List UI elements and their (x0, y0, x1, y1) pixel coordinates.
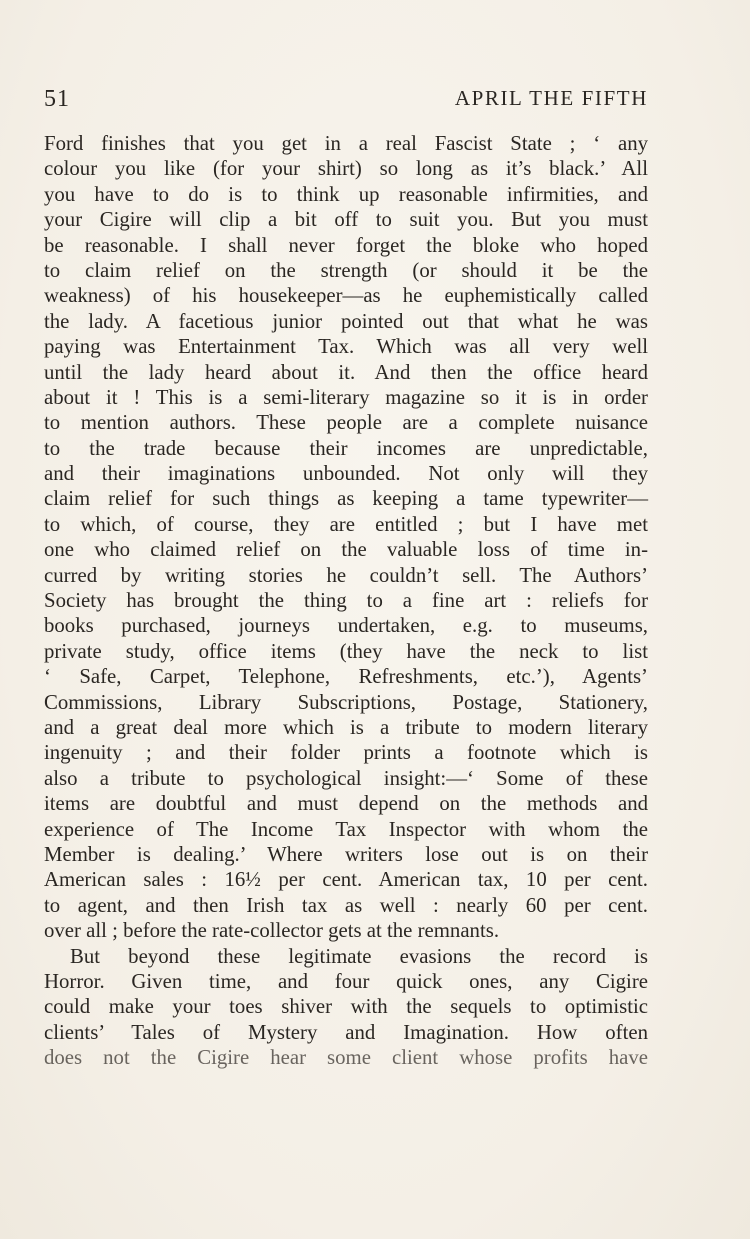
text-line: over all ; before the rate-collector gets at the remnants. (44, 919, 500, 943)
text-line: Horror. Given time, and four quick ones, any Cigire (44, 969, 648, 993)
text-line: also a tribute to psychological insight:—‘ Some of these (44, 766, 648, 790)
text-line: books purchased, journeys undertaken, e.g. to museums, (44, 614, 648, 638)
text-line: experience of The Income Tax Inspector with whom the (44, 817, 648, 841)
text-line: American sales : 16½ per cent. American tax, 10 per cent. (44, 868, 648, 892)
text-line: one who claimed relief on the valuable loss of time in- (44, 538, 648, 562)
text-line: private study, office items (they have the neck to list (44, 639, 648, 663)
text-line: items are doubtful and must depend on the methods and (44, 792, 648, 816)
text-line: to claim relief on the strength (or should it be the (44, 258, 648, 282)
text-line: ingenuity ; and their folder prints a footnote which is (44, 741, 648, 765)
body-text (44, 131, 648, 1070)
running-title: APRIL THE FIFTH (454, 86, 648, 110)
running-head (44, 86, 648, 118)
text-line: and a great deal more which is a tribute to modern literary (44, 715, 648, 739)
text-line: curred by writing stories he couldn’t sell. The Authors’ (44, 563, 648, 587)
text-line: and their imaginations unbounded. Not only will they (44, 462, 648, 486)
text-line: your Cigire will clip a bit off to suit you. But you must (44, 208, 648, 232)
text-line: to which, of course, they are entitled ; but I have met (44, 512, 648, 536)
text-line: Commissions, Library Subscriptions, Postage, Stationery, (44, 690, 648, 714)
text-line: paying was Entertainment Tax. Which was all very well (44, 335, 648, 359)
text-line: about it ! This is a semi-literary magazine so it is in order (44, 385, 648, 409)
text-line: Society has brought the thing to a fine art : reliefs for (44, 589, 648, 613)
text-line: Ford finishes that you get in a real Fascist State ; ‘ any (44, 132, 648, 155)
text-line: But beyond these legitimate evasions the record is (70, 944, 648, 968)
text-line: weakness) of his housekeeper—as he euphemistically called (44, 284, 648, 308)
text-line: could make your toes shiver with the sequels to optimistic (44, 995, 648, 1019)
text-line: ‘ Safe, Carpet, Telephone, Refreshments, etc.’), Agents’ (44, 665, 648, 689)
text-line: to agent, and then Irish tax as well : nearly 60 per cent. (44, 893, 648, 917)
text-line: does not the Cigire hear some client whose profits have (44, 1046, 648, 1070)
text-line: clients’ Tales of Mystery and Imagination. How often (44, 1020, 648, 1044)
text-line: until the lady heard about it. And then the office heard (44, 360, 648, 384)
text-line: Member is dealing.’ Where writers lose out is on their (44, 842, 648, 866)
text-line: colour you like (for your shirt) so long as it’s black.’ All (44, 157, 648, 181)
text-line: you have to do is to think up reasonable infirmities, and (44, 182, 648, 206)
text-line: to the trade because their incomes are unpredictable, (44, 436, 648, 460)
page-number: 51 (44, 86, 70, 112)
text-line: claim relief for such things as keeping a tame typewriter— (44, 487, 648, 511)
text-line: to mention authors. These people are a complete nuisance (44, 411, 648, 435)
text-line: be reasonable. I shall never forget the bloke who hoped (44, 233, 648, 257)
text-line: the lady. A facetious junior pointed out that what he was (44, 309, 648, 333)
